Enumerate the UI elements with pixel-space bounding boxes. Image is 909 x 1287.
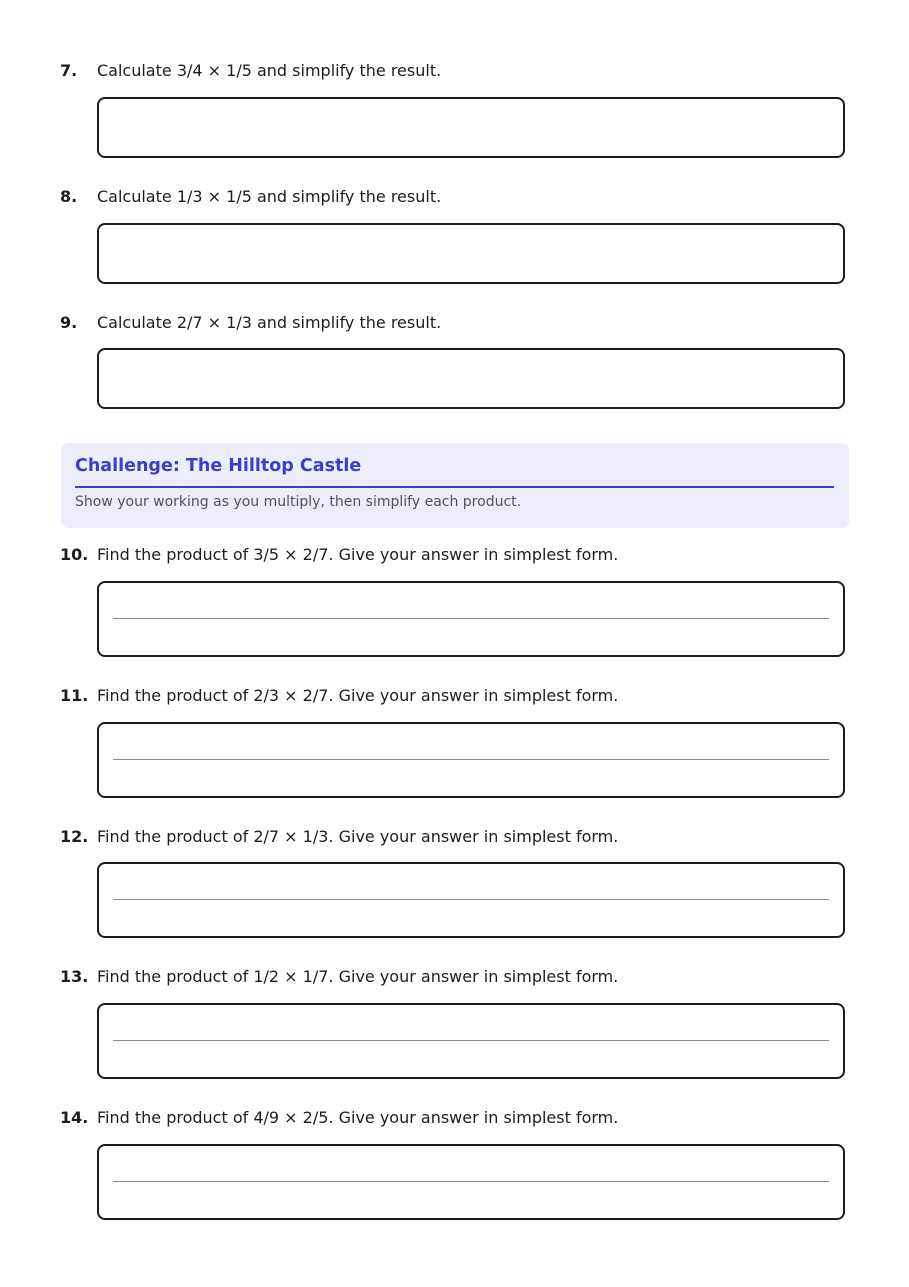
- question-text: Find the product of 3/5 × 2/7. Give your answer in simplest form.: [97, 545, 619, 564]
- question-13: [60, 967, 618, 987]
- question-text: Find the product of 4/9 × 2/5. Give your answer in simplest form.: [97, 1108, 619, 1127]
- question-7: [60, 61, 441, 81]
- answer-box-9[interactable]: [97, 348, 845, 409]
- answer-line: [113, 899, 829, 900]
- question-text: Find the product of 1/2 × 1/7. Give your answer in simplest form.: [97, 967, 619, 986]
- question-text: Find the product of 2/7 × 1/3. Give your answer in simplest form.: [97, 827, 619, 846]
- question-number: 13.: [60, 967, 89, 986]
- answer-box-14[interactable]: [97, 1144, 845, 1220]
- question-11: [60, 686, 618, 706]
- answer-line: [113, 618, 829, 619]
- question-text: Find the product of 2/3 × 2/7. Give your answer in simplest form.: [97, 686, 619, 705]
- question-number: 9.: [60, 313, 78, 332]
- question-number: 8.: [60, 187, 78, 206]
- answer-box-12[interactable]: [97, 862, 845, 938]
- answer-box-13[interactable]: [97, 1003, 845, 1079]
- question-number: 7.: [60, 61, 78, 80]
- question-10: [60, 545, 618, 565]
- question-9: [60, 313, 441, 333]
- answer-box-8[interactable]: [97, 223, 845, 284]
- challenge-instructions: Show your working as you multiply, then simplify each product.: [75, 494, 522, 510]
- challenge-banner: [61, 443, 849, 528]
- question-number: 11.: [60, 686, 89, 705]
- question-number: 14.: [60, 1108, 89, 1127]
- answer-line: [113, 1040, 829, 1041]
- answer-box-10[interactable]: [97, 581, 845, 657]
- question-8: [60, 187, 441, 207]
- question-number: 10.: [60, 545, 89, 564]
- question-text: Calculate 1/3 × 1/5 and simplify the result.: [97, 187, 442, 206]
- challenge-title: Challenge: The Hilltop Castle: [75, 456, 362, 476]
- question-text: Calculate 3/4 × 1/5 and simplify the result.: [97, 61, 442, 80]
- answer-line: [113, 759, 829, 760]
- answer-box-7[interactable]: [97, 97, 845, 158]
- answer-box-11[interactable]: [97, 722, 845, 798]
- question-14: [60, 1108, 618, 1128]
- question-text: Calculate 2/7 × 1/3 and simplify the result.: [97, 313, 442, 332]
- challenge-divider: [75, 486, 834, 488]
- question-12: [60, 827, 618, 847]
- question-number: 12.: [60, 827, 89, 846]
- answer-line: [113, 1181, 829, 1182]
